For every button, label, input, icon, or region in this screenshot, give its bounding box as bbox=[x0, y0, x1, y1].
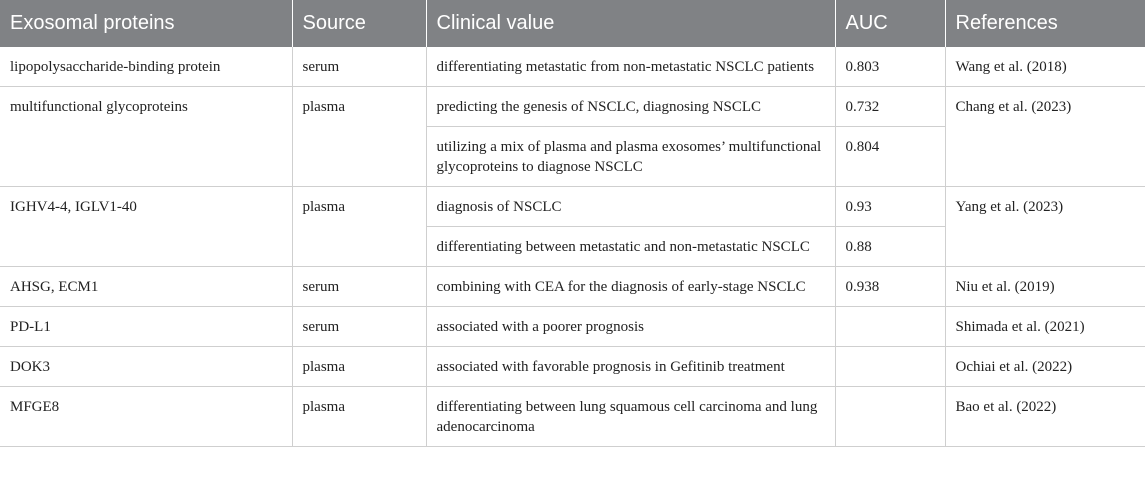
clinical-value-cell: utilizing a mix of plasma and plasma exosomes’ multifunctional glycoproteins to diagnose NSCLC bbox=[426, 127, 835, 187]
auc-cell: 0.732 bbox=[835, 87, 945, 127]
auc-cell: 0.88 bbox=[835, 227, 945, 267]
header-source: Source bbox=[292, 0, 426, 47]
auc-cell bbox=[835, 307, 945, 347]
clinical-value-cell: diagnosis of NSCLC bbox=[426, 187, 835, 227]
header-clinical-value: Clinical value bbox=[426, 0, 835, 47]
source-cell: plasma bbox=[292, 187, 426, 267]
auc-cell bbox=[835, 347, 945, 387]
auc-cell: 0.938 bbox=[835, 267, 945, 307]
table-row bbox=[0, 87, 1145, 127]
table-row bbox=[0, 47, 1145, 87]
reference-cell: Wang et al. (2018) bbox=[945, 47, 1145, 87]
source-cell: plasma bbox=[292, 347, 426, 387]
source-cell: plasma bbox=[292, 387, 426, 447]
source-cell: serum bbox=[292, 307, 426, 347]
protein-cell: AHSG, ECM1 bbox=[0, 267, 292, 307]
auc-cell bbox=[835, 387, 945, 447]
source-cell: serum bbox=[292, 267, 426, 307]
clinical-value-cell: associated with favorable prognosis in Gefitinib treatment bbox=[426, 347, 835, 387]
clinical-value-cell: differentiating between metastatic and non-metastatic NSCLC bbox=[426, 227, 835, 267]
table-row bbox=[0, 187, 1145, 227]
protein-cell: MFGE8 bbox=[0, 387, 292, 447]
auc-cell: 0.803 bbox=[835, 47, 945, 87]
protein-cell: multifunctional glycoproteins bbox=[0, 87, 292, 187]
protein-cell: DOK3 bbox=[0, 347, 292, 387]
clinical-value-cell: combining with CEA for the diagnosis of early-stage NSCLC bbox=[426, 267, 835, 307]
header-auc: AUC bbox=[835, 0, 945, 47]
reference-cell: Yang et al. (2023) bbox=[945, 187, 1145, 267]
header-references: References bbox=[945, 0, 1145, 47]
clinical-value-cell: predicting the genesis of NSCLC, diagnosing NSCLC bbox=[426, 87, 835, 127]
protein-cell: lipopolysaccharide-binding protein bbox=[0, 47, 292, 87]
header-exosomal-proteins: Exosomal proteins bbox=[0, 0, 292, 47]
clinical-value-cell: associated with a poorer prognosis bbox=[426, 307, 835, 347]
reference-cell: Chang et al. (2023) bbox=[945, 87, 1145, 187]
source-cell: plasma bbox=[292, 87, 426, 187]
reference-cell: Niu et al. (2019) bbox=[945, 267, 1145, 307]
auc-cell: 0.93 bbox=[835, 187, 945, 227]
reference-cell: Shimada et al. (2021) bbox=[945, 307, 1145, 347]
reference-cell: Ochiai et al. (2022) bbox=[945, 347, 1145, 387]
source-cell: serum bbox=[292, 47, 426, 87]
table-row bbox=[0, 307, 1145, 347]
protein-cell: IGHV4-4, IGLV1-40 bbox=[0, 187, 292, 267]
protein-cell: PD-L1 bbox=[0, 307, 292, 347]
table-row bbox=[0, 267, 1145, 307]
clinical-value-cell: differentiating between lung squamous cell carcinoma and lung adenocarcinoma bbox=[426, 387, 835, 447]
table-row bbox=[0, 347, 1145, 387]
auc-cell: 0.804 bbox=[835, 127, 945, 187]
reference-cell: Bao et al. (2022) bbox=[945, 387, 1145, 447]
table-row bbox=[0, 387, 1145, 447]
clinical-value-cell: differentiating metastatic from non-metastatic NSCLC patients bbox=[426, 47, 835, 87]
header-row bbox=[0, 0, 1145, 47]
